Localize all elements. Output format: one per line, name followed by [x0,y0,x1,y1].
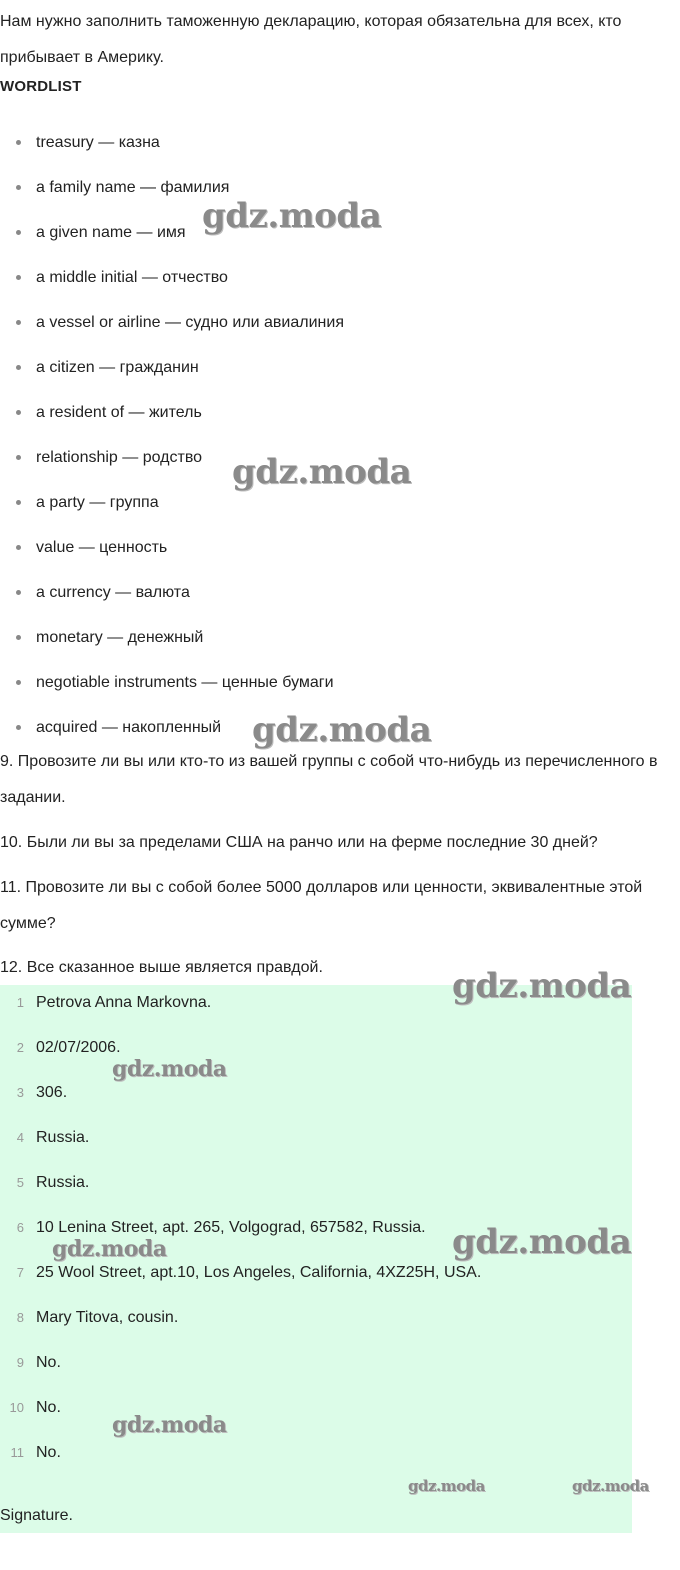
list-item [0,300,344,345]
watermark: gdz.moda [112,1056,227,1082]
answer-text: 02/07/2006. [36,1039,121,1056]
line-number: 10 [9,1400,24,1415]
watermark: gdz.moda [52,1236,167,1262]
list-item-text: relationship — родство [36,449,203,466]
list-item [0,660,344,705]
line-number: 5 [16,1175,24,1190]
bullet-icon [16,320,21,325]
answer-row [0,1120,632,1165]
question-10: 10. Были ли вы за пределами США на ранчо или на ферме последние 30 дней? [0,834,598,851]
list-item-text: a given name — имя [36,224,186,241]
watermark: gdz.moda [408,1477,485,1495]
answer-row [0,1390,632,1435]
question-9: 9. Провозите ли вы или кто-то из вашей группы с собой что-нибудь из перечисленного в задании. [0,753,658,806]
answer-row [0,1165,632,1210]
question-12: 12. Все сказанное выше является правдой. [0,959,323,976]
list-item-text: a party — группа [36,494,159,511]
list-item-text: a resident of — житель [36,404,202,421]
line-number: 7 [16,1265,24,1280]
list-item-text: acquired — накопленный [36,719,222,736]
list-item-text: a family name — фамилия [36,179,230,196]
bullet-icon [16,590,21,595]
answer-row [0,1030,632,1075]
answer-text: No. [36,1444,61,1461]
answer-row [0,1300,632,1345]
question-11: 11. Провозите ли вы с собой более 5000 долларов или ценности, эквивалентные этой сумме? [0,879,643,932]
watermark: gdz.moda [572,1477,649,1495]
answer-text: No. [36,1399,61,1416]
bullet-icon [16,185,21,190]
list-item-text: value — ценность [36,539,168,556]
line-number: 3 [16,1085,24,1100]
watermark: gdz.moda [232,452,412,492]
line-number: 6 [16,1220,24,1235]
watermark: gdz.moda [202,196,382,236]
bullet-icon [16,230,21,235]
bullet-icon [16,275,21,280]
answer-text: Mary Titova, cousin. [36,1309,179,1326]
bullet-icon [16,365,21,370]
bullet-icon [16,140,21,145]
bullet-icon [16,725,21,730]
list-item-text: negotiable instruments — ценные бумаги [36,674,334,691]
list-item [0,570,344,615]
bullet-icon [16,545,21,550]
line-number: 8 [16,1310,24,1325]
watermark: gdz.moda [252,710,432,750]
answer-row [0,1075,632,1120]
bullet-icon [16,635,21,640]
bullet-icon [16,680,21,685]
bullet-icon [16,410,21,415]
list-item-text: a citizen — гражданин [36,359,199,376]
signature-text: Signature. [0,1507,73,1524]
answer-text: 25 Wool Street, apt.10, Los Angeles, California, 4XZ25H, USA. [36,1264,482,1281]
watermark: gdz.moda [112,1412,227,1438]
intro-text: Нам нужно заполнить таможенную декларацию, которая обязательна для всех, кто прибывает в Америку. [0,13,622,66]
line-number: 2 [16,1040,24,1055]
answer-text: Russia. [36,1129,90,1146]
answer-text: No. [36,1354,61,1371]
list-item [0,120,344,165]
line-number: 9 [16,1355,24,1370]
list-item-text: a middle initial — отчество [36,269,228,286]
list-item [0,345,344,390]
bullet-icon [16,500,21,505]
bullet-icon [16,455,21,460]
list-item-text: monetary — денежный [36,629,204,646]
list-item [0,255,344,300]
answer-text: Russia. [36,1174,90,1191]
list-item [0,390,344,435]
answer-row [0,1435,632,1480]
list-item [0,615,344,660]
answer-text: 306. [36,1084,68,1101]
list-item-text: a vessel or airline — судно или авиалиния [36,314,344,331]
answer-text: 10 Lenina Street, apt. 265, Volgograd, 657582, Russia. [36,1219,426,1236]
list-item-text: a currency — валюта [36,584,190,601]
wordlist-heading: WORDLIST [0,78,82,95]
line-number: 4 [16,1130,24,1145]
list-item-text: treasury — казна [36,134,160,151]
watermark: gdz.moda [452,1222,632,1262]
watermark: gdz.moda [452,966,632,1006]
line-number: 11 [10,1445,24,1460]
answer-row [0,1345,632,1390]
answer-text: Petrova Anna Markovna. [36,994,212,1011]
list-item [0,525,344,570]
line-number: 1 [16,995,24,1010]
